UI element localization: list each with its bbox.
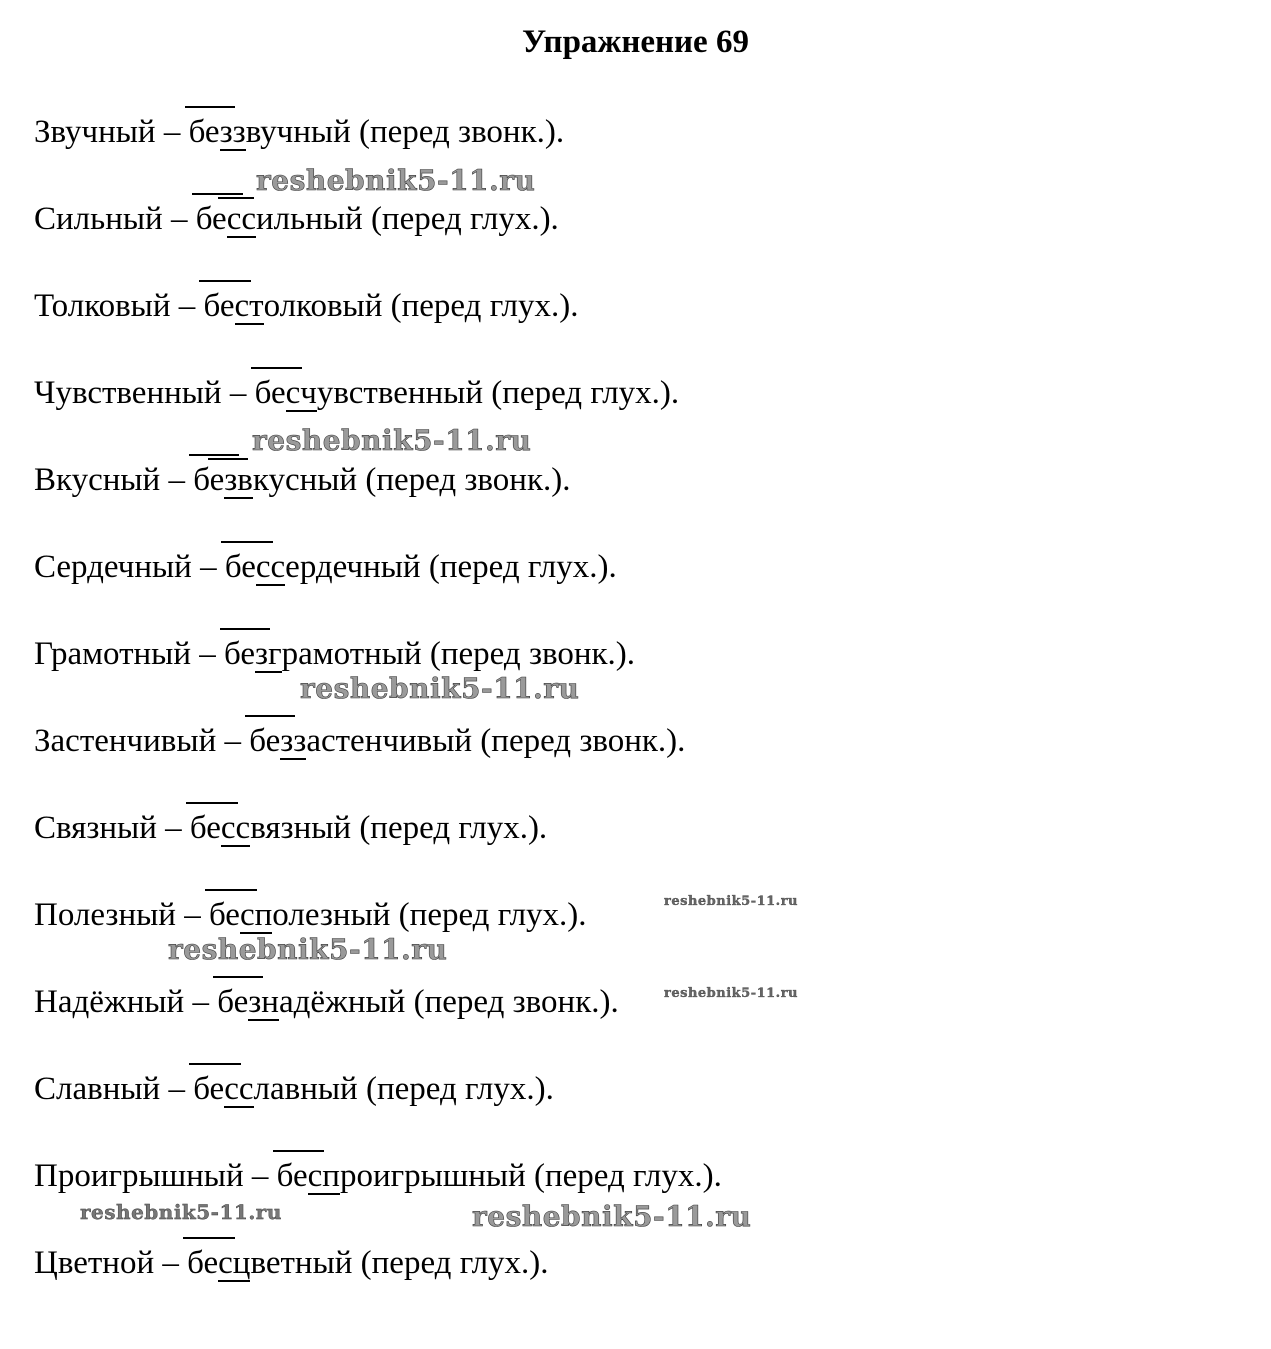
watermark-text: reshebnik5-11.ru (472, 1200, 752, 1233)
exercise-line: Полезный – бесполезный (перед глух.). (34, 897, 587, 933)
watermark-text: reshebnik5-11.ru (80, 1200, 282, 1224)
watermark-text: reshebnik5-11.ru (168, 933, 448, 966)
exercise-line: Сильный – бессильный (перед глух.). (34, 201, 559, 237)
watermark-text: reshebnik5-11.ru (664, 986, 799, 1001)
watermark-text: reshebnik5-11.ru (252, 424, 532, 457)
prefix-marked: бес (203, 288, 250, 324)
exercise-line: Надёжный – безнадёжный (перед звонк.). (34, 984, 619, 1020)
exercise-line: Связный – бессвязный (перед глух.). (34, 810, 548, 846)
prefix-marked: бес (195, 201, 242, 237)
exercise-line: Сердечный – бессердечный (перед глух.). (34, 549, 617, 585)
prefix-marked: без (224, 636, 269, 672)
prefix-marked: бес (193, 1071, 239, 1107)
exercise-line: Чувственный – бесчувственный (перед глух.). (34, 375, 680, 411)
prefix-marked: бес (208, 897, 255, 933)
watermark-text: reshebnik5-11.ru (664, 894, 799, 909)
exercise-line: Вкусный – безвкусный (перед звонк.). (34, 462, 571, 498)
prefix-marked: бес (224, 549, 271, 585)
prefix-marked: бес (187, 1245, 233, 1281)
exercise-line: Звучный – беззвучный (перед звонк.). (34, 114, 565, 150)
prefix-marked: без (193, 462, 238, 498)
prefix-marked: без (188, 114, 233, 150)
prefix-marked: бес (276, 1158, 323, 1194)
prefix-marked: без (249, 723, 294, 759)
stray-dash (208, 458, 248, 460)
exercise-line: Славный – бесславный (перед глух.). (34, 1071, 554, 1107)
prefix-marked: бес (189, 810, 236, 846)
watermark-text: reshebnik5-11.ru (256, 164, 536, 197)
exercise-line: Проигрышный – беспроигрышный (перед глух.). (34, 1158, 722, 1194)
stray-dash (218, 197, 254, 199)
exercise-line: Застенчивый – беззастенчивый (перед звонк.). (34, 723, 686, 759)
prefix-marked: бес (254, 375, 301, 411)
exercise-line: Толковый – бестолковый (перед глух.). (34, 288, 579, 324)
exercise-line: Грамотный – безграмотный (перед звонк.). (34, 636, 636, 672)
watermark-text: reshebnik5-11.ru (300, 672, 580, 705)
exercise-line: Цветной – бесцветный (перед глух.). (34, 1245, 549, 1281)
prefix-marked: без (217, 984, 262, 1020)
exercise-title: Упражнение 69 (522, 24, 749, 60)
